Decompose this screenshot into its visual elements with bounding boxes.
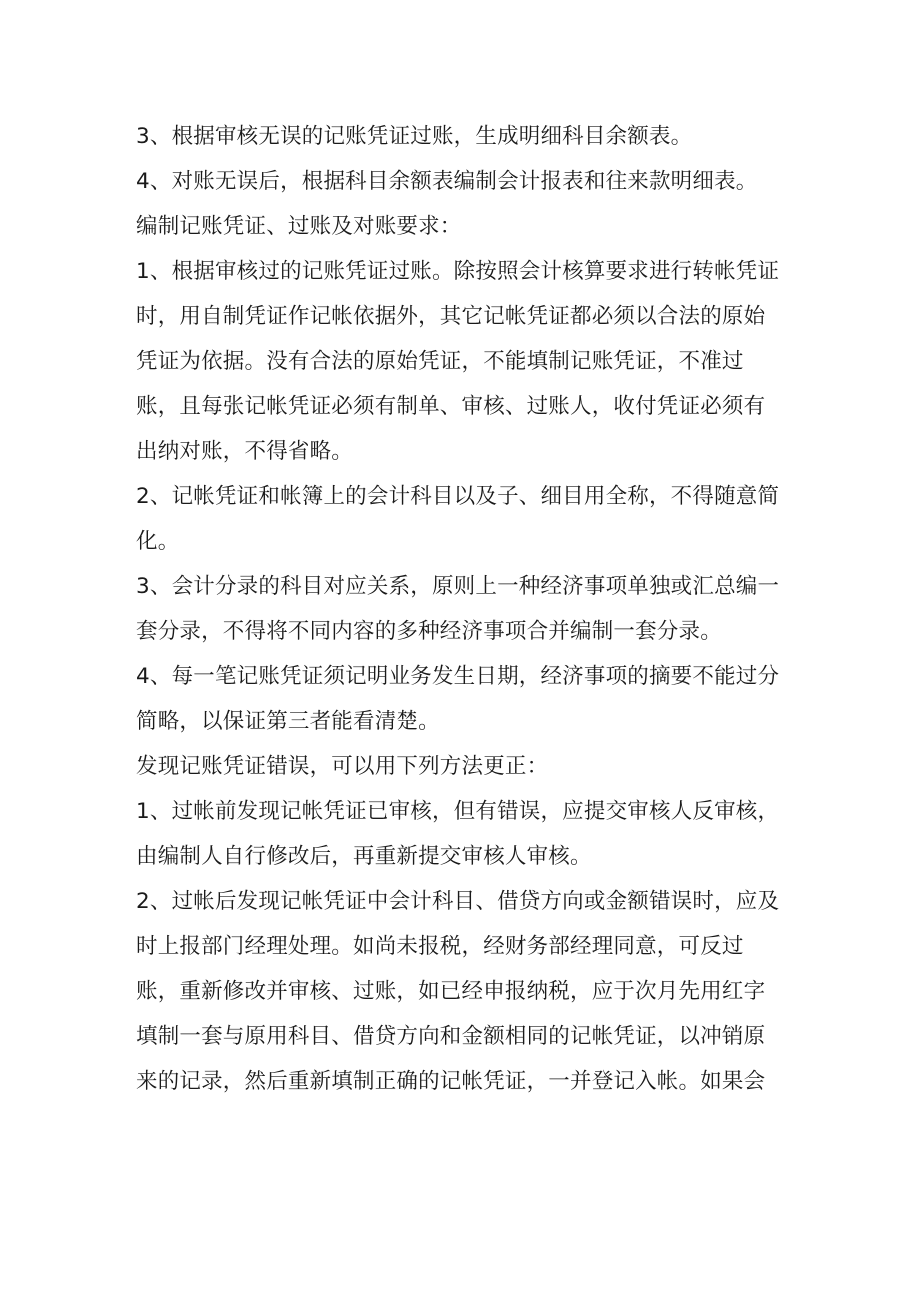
text-line: 账，且每张记帐凭证必须有制单、审核、过账人，收付凭证必须有 [136,394,766,419]
text-line: 1、根据审核过的记账凭证过账。除按照会计核算要求进行转帐凭证 [136,259,780,284]
text-line: 出纳对账，不得省略。 [136,439,354,464]
section-heading: 编制记账凭证、过账及对账要求： [136,214,462,239]
text-line: 账，重新修改并审核、过账，如已经申报纳税，应于次月先用红字 [136,979,766,1004]
text-line: 时上报部门经理处理。如尚未报税，经财务部经理同意，可反过 [136,934,744,959]
text-line: 时，用自制凭证作记帐依据外，其它记帐凭证都必须以合法的原始 [136,304,766,329]
text-line: 2、记帐凭证和帐簿上的会计科目以及子、细目用全称，不得随意简 [136,484,780,509]
text-line: 填制一套与原用科目、借贷方向和金额相同的记帐凭证，以冲销原 [136,1024,766,1049]
text-line: 1、过帐前发现记帐凭证已审核，但有错误，应提交审核人反审核， [136,799,780,824]
text-line: 简略，以保证第三者能看清楚。 [136,709,440,734]
text-line: 来的记录，然后重新填制正确的记帐凭证，一并登记入帐。如果会 [136,1069,766,1094]
text-line: 3、根据审核无误的记账凭证过账，生成明细科目余额表。 [136,124,693,149]
section-heading: 发现记账凭证错误，可以用下列方法更正： [136,754,549,779]
text-line: 4、每一笔记账凭证须记明业务发生日期，经济事项的摘要不能过分 [136,664,780,689]
document-body [136,114,786,1104]
text-line: 套分录，不得将不同内容的多种经济事项合并编制一套分录。 [136,619,722,644]
text-line: 凭证为依据。没有合法的原始凭证，不能填制记账凭证，不准过 [136,349,744,374]
text-line: 化。 [136,529,180,554]
text-line: 由编制人自行修改后，再重新提交审核人审核。 [136,844,592,869]
text-line: 4、对账无误后，根据科目余额表编制会计报表和往来款明细表。 [136,169,758,194]
text-line: 2、过帐后发现记帐凭证中会计科目、借贷方向或金额错误时，应及 [136,889,780,914]
text-line: 3、会计分录的科目对应关系，原则上一种经济事项单独或汇总编一 [136,574,780,599]
